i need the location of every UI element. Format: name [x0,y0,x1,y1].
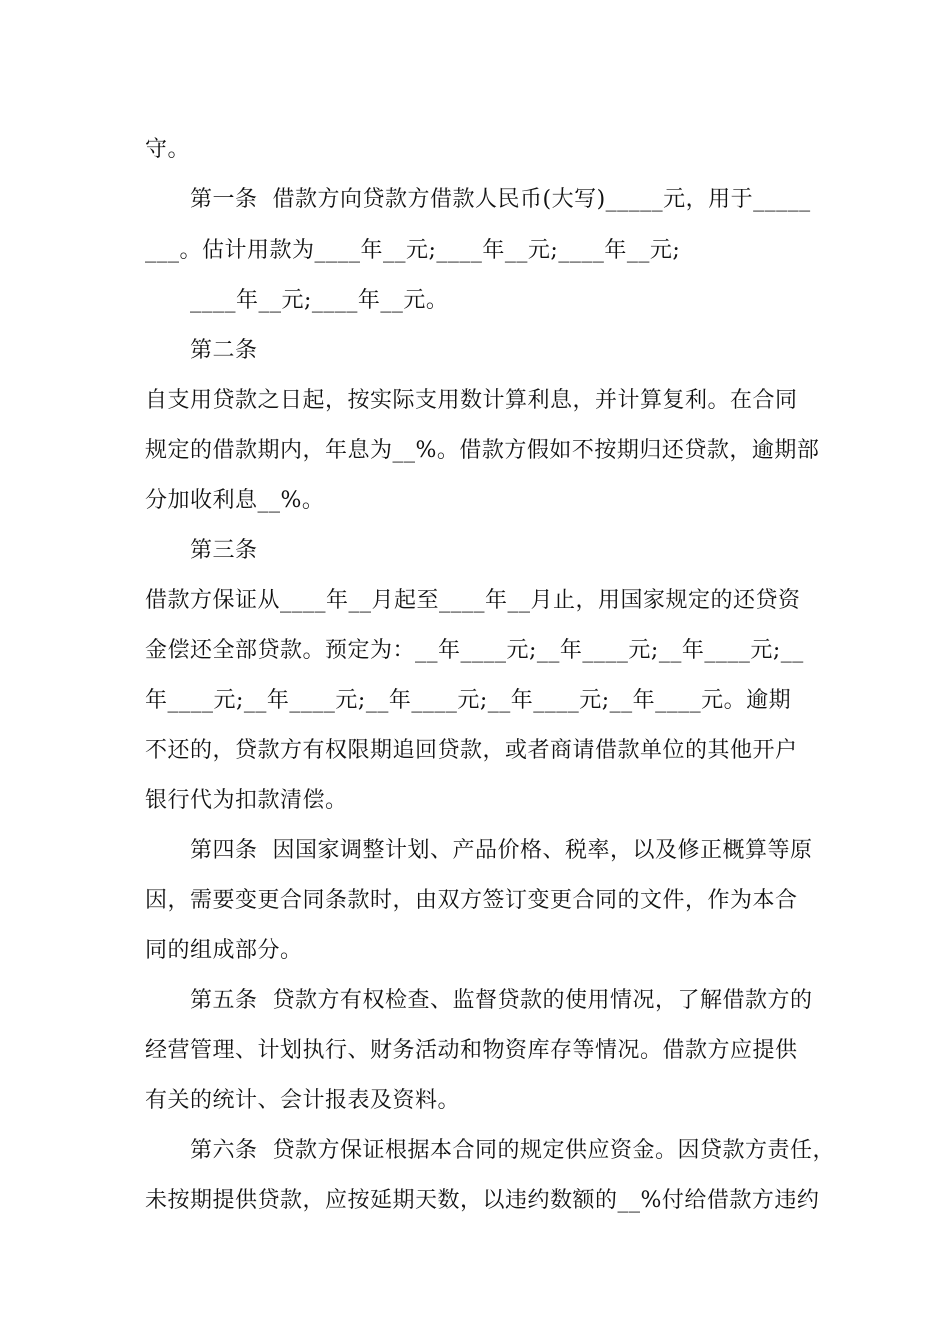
text-line: 银行代为扣款清偿。 [145,788,348,813]
text-line: 分加收利息__%。 [145,488,325,513]
text-line: 经营管理、计划执行、财务活动和物资库存等情况。借款方应提供 [145,1038,798,1063]
article-2-heading: 第二条 [190,338,258,363]
text-line: 年____元;__年____元;__年____元;__年____元;__年____元。逾期 [145,688,792,713]
text-line: 不还的，贷款方有权限期追回贷款，或者商请借款单位的其他开户 [145,738,798,763]
article-4-heading-line: 第四条 因国家调整计划、产品价格、税率，以及修正概算等原 [190,838,813,863]
article-5-heading-line: 第五条 贷款方有权检查、监督贷款的使用情况，了解借款方的 [190,988,813,1013]
text-line: 规定的借款期内，年息为__%。借款方假如不按期归还贷款，逾期部 [145,438,820,463]
text-line: 金偿还全部贷款。预定为：__年____元;__年____元;__年____元;__ [145,638,804,663]
text-line: ____年__元;____年__元。 [190,288,449,313]
text-line: 自支用贷款之日起，按实际支用数计算利息，并计算复利。在合同 [145,388,798,413]
text-line: 因，需要变更合同条款时，由双方签订变更合同的文件，作为本合 [145,888,798,913]
text-line: 借款方保证从____年__月起至____年__月止，用国家规定的还贷资 [145,588,801,613]
article-3-heading: 第三条 [190,538,258,563]
text-line: 有关的统计、会计报表及资料。 [145,1088,461,1113]
article-1-heading-line: 第一条 借款方向贷款方借款人民币(大写)_____元，用于_____ [190,187,811,212]
text-line: ___。估计用款为____年__元;____年__元;____年__元; [145,238,681,263]
text-line: 同的组成部分。 [145,938,303,963]
text-line: 守。 [145,137,191,162]
text-line: 未按期提供贷款，应按延期天数，以违约数额的__%付给借款方违约 [145,1188,820,1213]
article-6-heading-line: 第六条 贷款方保证根据本合同的规定供应资金。因贷款方责任， [190,1138,835,1163]
